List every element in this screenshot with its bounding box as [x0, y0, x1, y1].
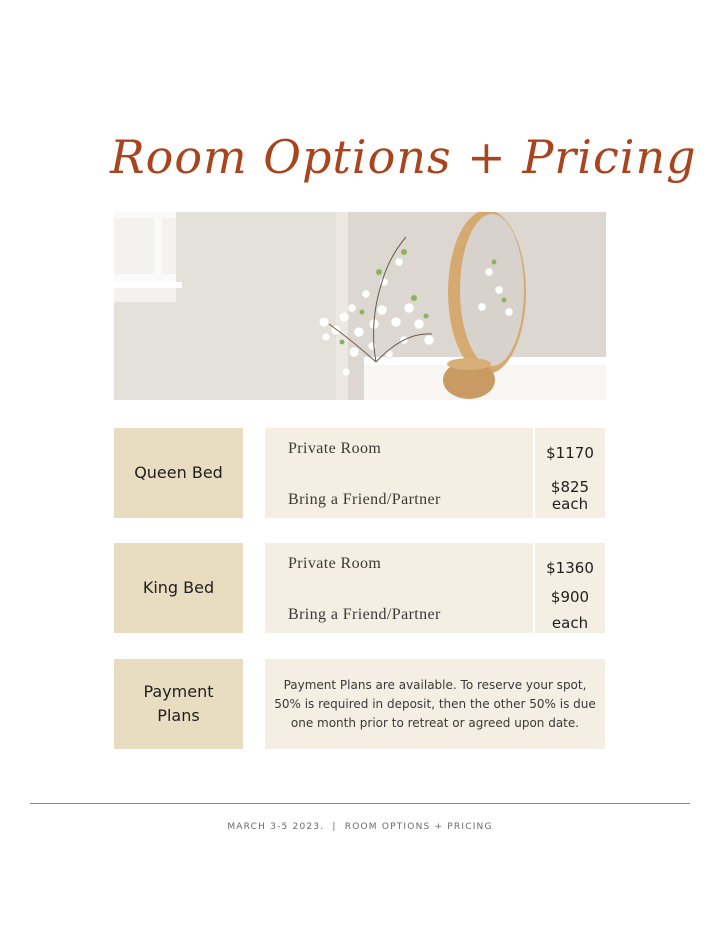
price: $825 — [550, 478, 590, 496]
price: $1170 — [546, 444, 594, 462]
queen-bed-pricing — [265, 428, 605, 518]
price-unit: each — [551, 495, 589, 513]
price-unit: each — [551, 614, 589, 632]
option-name: Bring a Friend/Partner — [288, 491, 441, 508]
footer-divider — [30, 803, 690, 804]
footer-text: MARCH 3-5 2023. | ROOM OPTIONS + PRICING — [227, 822, 493, 832]
option-name: Bring a Friend/Partner — [288, 606, 441, 623]
hero-photo — [114, 212, 606, 400]
room-label-king-bed: King Bed — [114, 543, 243, 633]
option-name: Private Room — [288, 555, 382, 572]
payment-plans-details — [265, 659, 605, 749]
payment-plans-label: Payment Plans — [114, 659, 243, 749]
price: $900 — [550, 588, 590, 606]
king-bed-pricing — [265, 543, 605, 633]
room-label-queen-bed: Queen Bed — [114, 428, 243, 518]
payment-plans-text: Payment Plans are available. To reserve your spot, 50% is required in deposit, then the other 50% is due one month prior to retreat or agreed upon date. — [274, 677, 596, 730]
option-name: Private Room — [288, 440, 382, 457]
price: $1360 — [546, 559, 594, 577]
page-title: Room Options + Pricing — [110, 130, 697, 184]
